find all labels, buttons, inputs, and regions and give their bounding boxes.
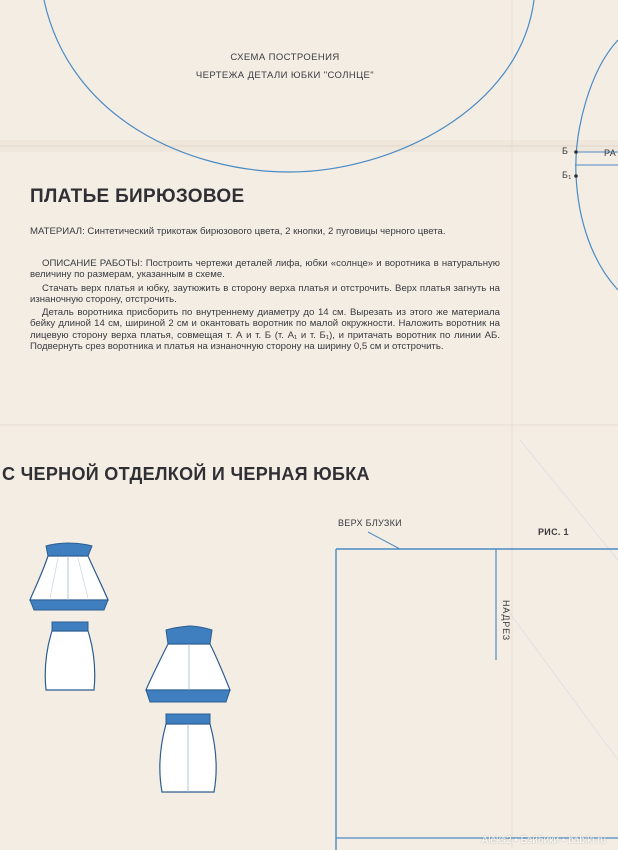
partial-label: РА <box>604 148 617 158</box>
illustration-skirt-1 <box>45 622 95 690</box>
step2-paragraph: Деталь воротника присборить по внутреннему диаметру до 14 см. Вырезать из этого же материала бейку длиной 14 см, шириной 2 см и окантовать воротник по малой окружности. Наложить воротник на лицевую сторону верха платья, совмещая т. А и т. Б (т. А₁ и т. Б₁), и притачать воротник по линии АБ. Подвернуть срез воротника и платья на изнаночную сторону на ширину 0,5 см и отстрочить. <box>30 307 500 352</box>
cut-label: НАДРЕЗ <box>501 600 511 641</box>
section-title: С ЧЕРНОЙ ОТДЕЛКОЙ И ЧЕРНАЯ ЮБКА <box>2 464 370 484</box>
point-b1-label: Б₁ <box>562 170 572 180</box>
point-b-label: Б <box>562 146 569 156</box>
figure-label: РИС. 1 <box>538 527 569 537</box>
step1-paragraph: Стачать верх платья и юбку, заутюжить в сторону верха платья и отстрочить. Верх платья загнуть на изнаночную сторону, отстрочить. <box>30 283 500 306</box>
illustration-skirt-2 <box>160 714 216 792</box>
article-title: ПЛАТЬЕ БИРЮЗОВОЕ <box>30 186 245 207</box>
scheme-title-line1: СХЕМА ПОСТРОЕНИЯ <box>230 52 340 63</box>
watermark: Aleks2 • Бэйбики • babiki.ru <box>481 835 606 846</box>
material-paragraph: МАТЕРИАЛ: Синтетический трикотаж бирюзового цвета, 2 кнопки, 2 пуговицы черного цвета. <box>30 226 446 237</box>
scheme-title-line2: ЧЕРТЕЖА ДЕТАЛИ ЮБКИ "СОЛНЦЕ" <box>195 70 375 81</box>
description-paragraph: ОПИСАНИЕ РАБОТЫ: Построить чертежи деталей лифа, юбки «солнце» и воротника в натуральную величину по размерам, указанным в схеме. <box>30 258 500 281</box>
blouse-top-label: ВЕРХ БЛУЗКИ <box>338 518 402 528</box>
